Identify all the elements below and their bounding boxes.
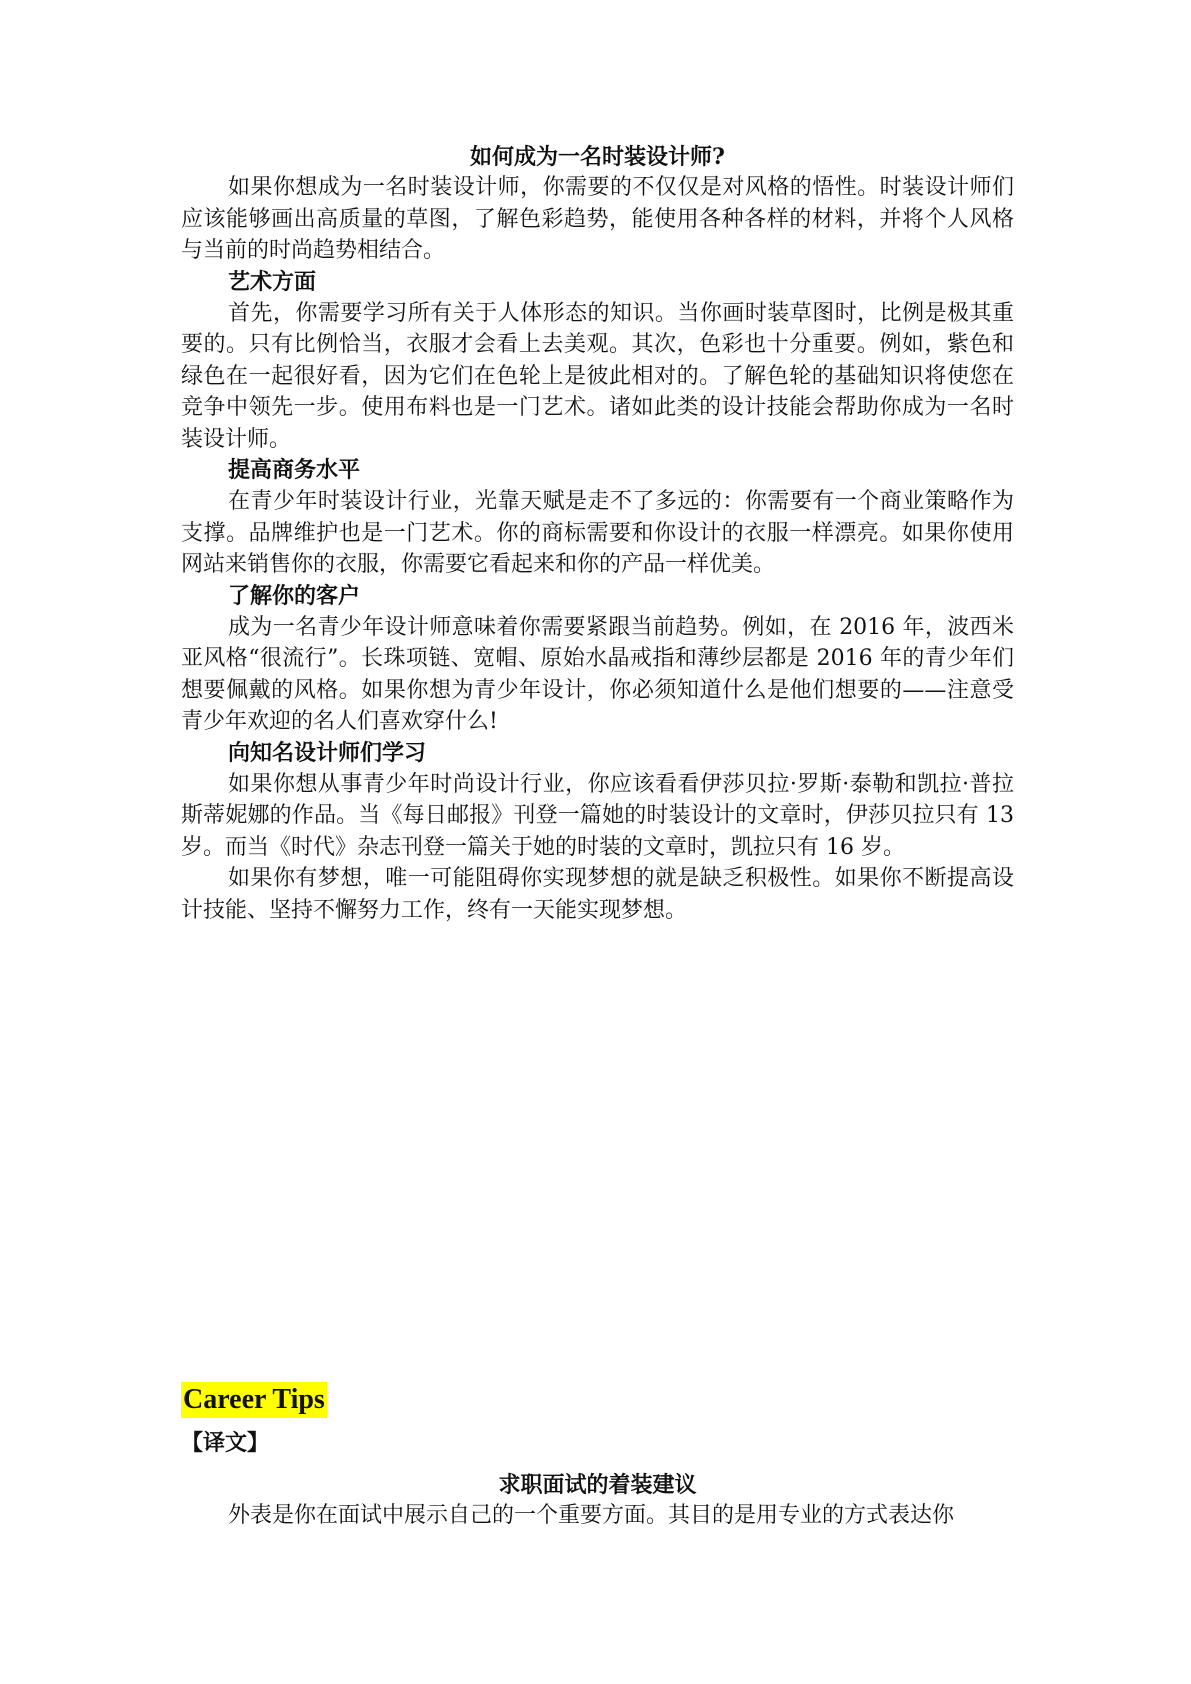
section-heading-customers: 了解你的客户 — [228, 582, 361, 609]
translation-label: 【译文】 — [181, 1430, 270, 1456]
article-body — [181, 142, 1014, 926]
article-title: 如何成为一名时装设计师? — [470, 144, 725, 170]
section-paragraph-customers: 成为一名青少年设计师意味着你需要紧跟当前趋势。例如，在 2016 年，波西米亚风格“很流行”。长珠项链、宽帽、原始水晶戒指和薄纱层都是 2016 年的青少年们想要佩戴的风格。如果你想为青少年设计，你必须知道什么是他们想要的——注意受青少年欢迎的名人们喜欢穿什么! — [181, 614, 1014, 734]
translation-title: 求职面试的着装建议 — [498, 1472, 697, 1498]
section-heading-art: 艺术方面 — [228, 268, 317, 295]
section-heading-designers: 向知名设计师们学习 — [228, 739, 427, 766]
translation-first-paragraph: 外表是你在面试中展示自己的一个重要方面。其目的是用专业的方式表达你 — [228, 1503, 955, 1528]
section-paragraph-art: 首先，你需要学习所有关于人体形态的知识。当你画时装草图时，比例是极其重要的。只有比例恰当，衣服才会看上去美观。其次，色彩也十分重要。例如，紫色和绿色在一起很好看，因为它们在色轮上是彼此相对的。了解色轮的基础知识将使您在竞争中领先一步。使用布料也是一门艺术。诸如此类的设计技能会帮助你成为一名时装设计师。 — [181, 300, 1014, 452]
section-paragraph-designers: 如果你想从事青少年时尚设计行业，你应该看看伊莎贝拉·罗斯·泰勒和凯拉·普拉斯蒂妮娜的作品。当《每日邮报》刊登一篇她的时装设计的文章时，伊莎贝拉只有 13 岁。而当《时代》杂志刊登一篇关于她的时装的文章时，凯拉只有 16 岁。 — [181, 771, 1014, 860]
closing-paragraph: 如果你有梦想，唯一可能阻碍你实现梦想的就是缺乏积极性。如果你不断提高设计技能、坚持不懈努力工作，终有一天能实现梦想。 — [181, 866, 1014, 923]
section-heading-business: 提高商务水平 — [228, 457, 361, 483]
section-paragraph-business: 在青少年时装设计行业，光靠天赋是走不了多远的：你需要有一个商业策略作为支撑。品牌维护也是一门艺术。你的商标需要和你设计的衣服一样漂亮。如果你使用网站来销售你的衣服，你需要它看起来和你的产品一样优美。 — [181, 489, 1014, 577]
article-intro: 如果你想成为一名时装设计师，你需要的不仅仅是对风格的悟性。时装设计师们应该能够画出高质量的草图，了解色彩趋势，能使用各种各样的材料，并将个人风格与当前的时尚趋势相结合。 — [181, 175, 1014, 263]
career-tips-label: Career Tips — [181, 1382, 327, 1418]
career-tips-section — [181, 1382, 1014, 1532]
